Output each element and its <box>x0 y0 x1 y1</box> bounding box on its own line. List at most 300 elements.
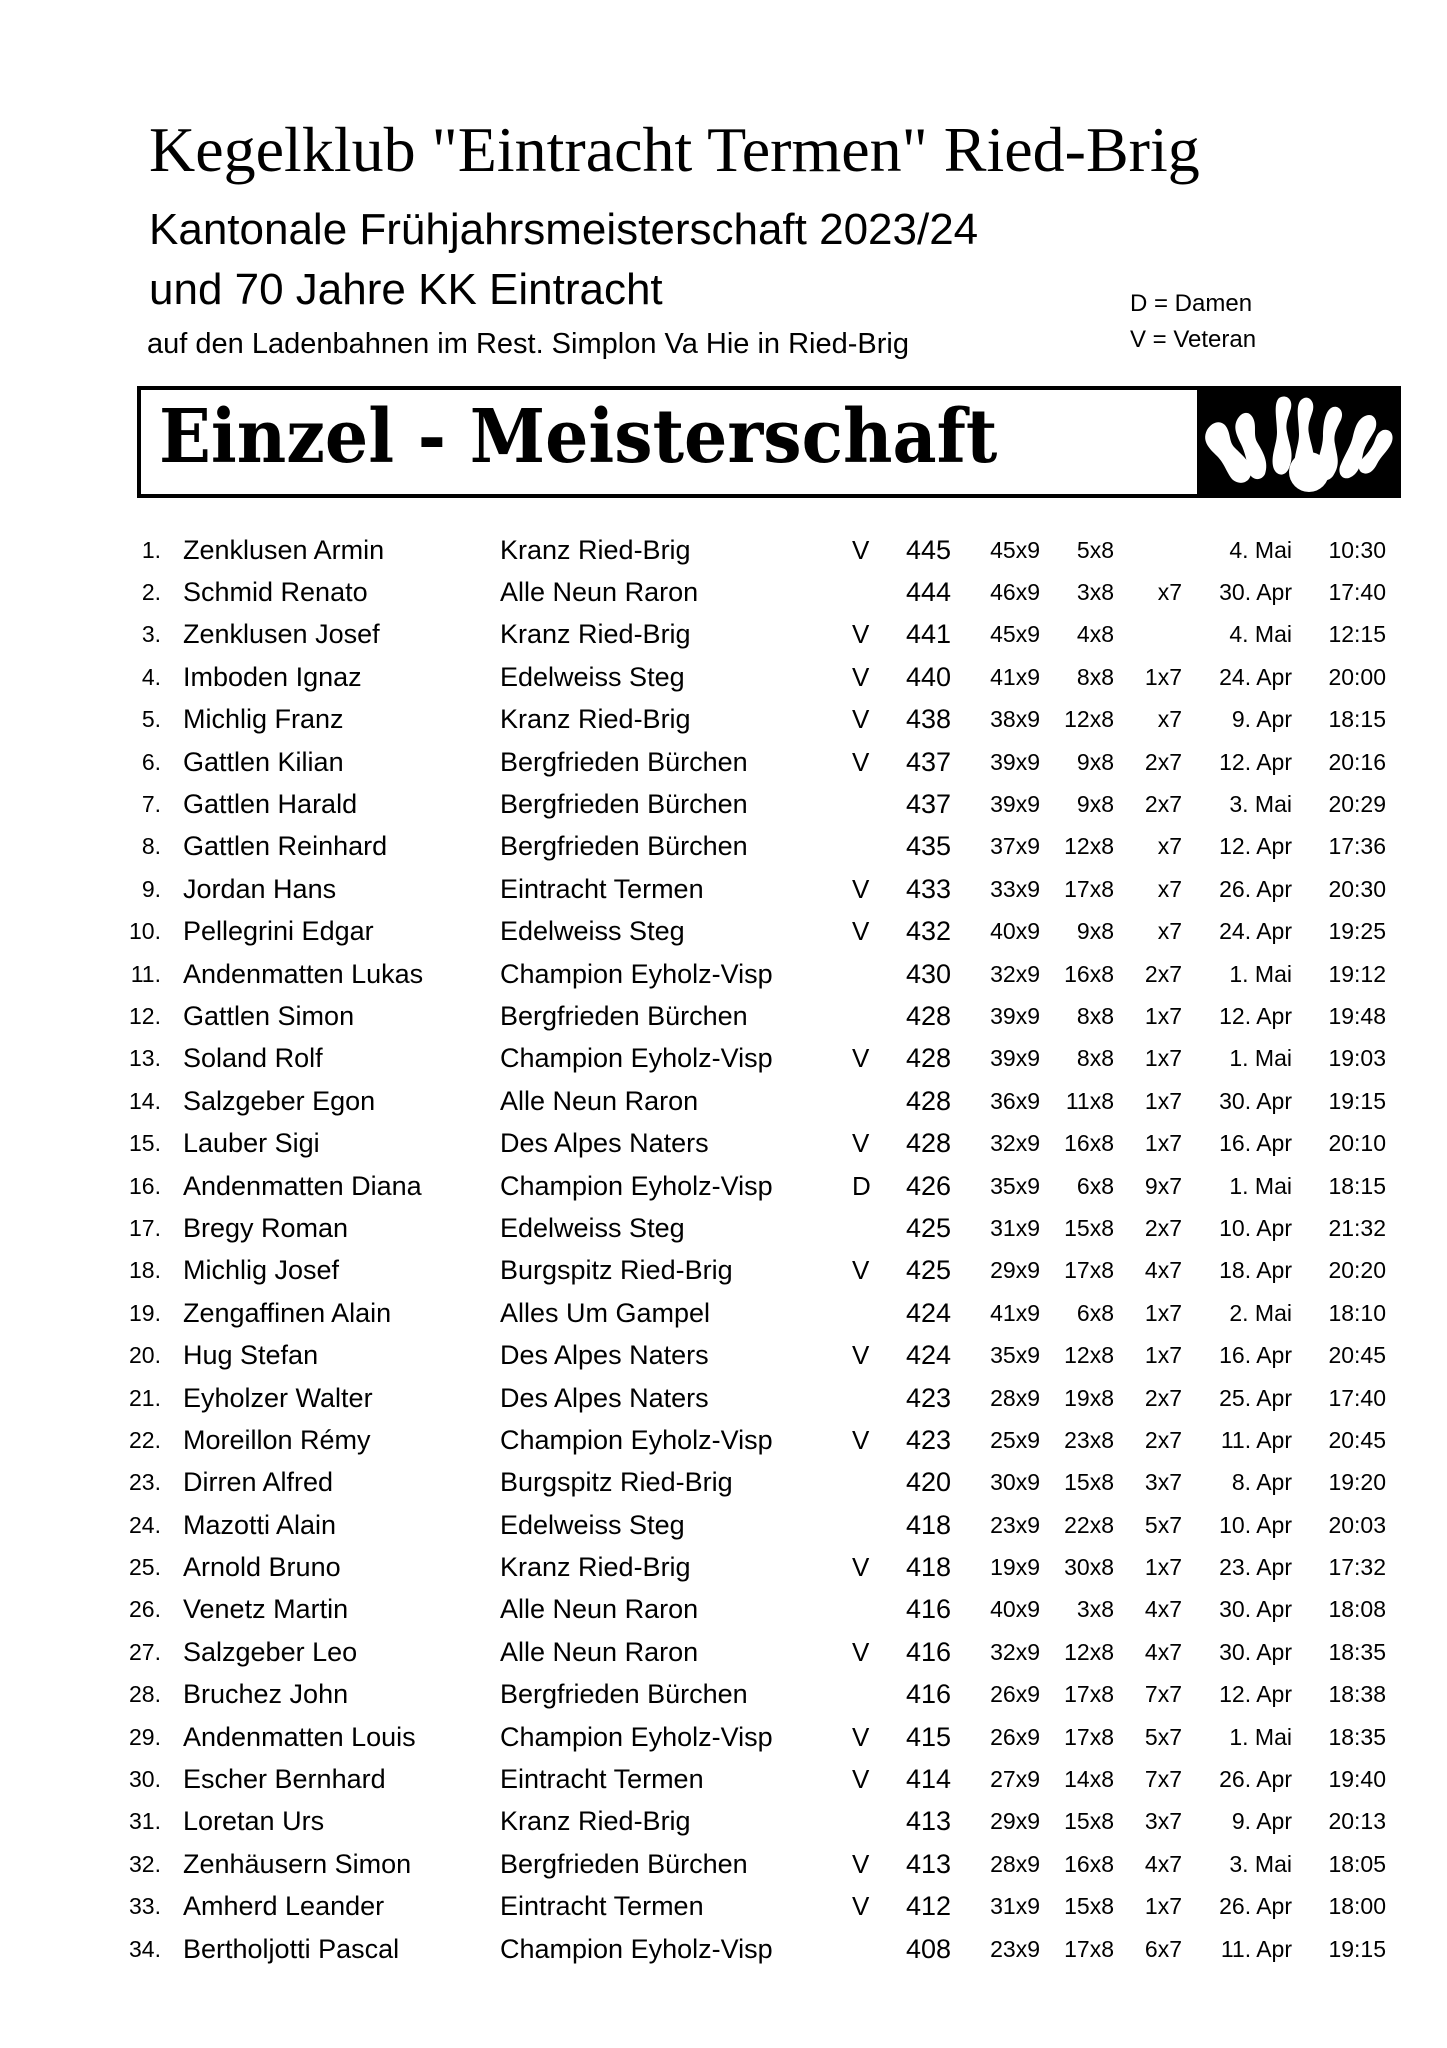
cell-name: Michlig Josef <box>183 1255 340 1286</box>
cell-time: 20:00 <box>1328 663 1386 690</box>
cell-date: 3. Mai <box>1229 1850 1292 1877</box>
cell-name: Bregy Roman <box>183 1212 349 1243</box>
cell-score: 416 <box>905 1636 951 1667</box>
cell-name: Amherd Leander <box>183 1891 385 1922</box>
cell-score: 428 <box>905 1000 951 1031</box>
cell-time: 20:16 <box>1328 748 1386 775</box>
cell-date: 9. Apr <box>1231 706 1292 733</box>
cell-date: 1. Mai <box>1229 1723 1292 1750</box>
cell-score: 423 <box>905 1424 951 1455</box>
cell-time: 19:15 <box>1328 1087 1386 1114</box>
cell-rank: 26. <box>129 1596 161 1623</box>
cell-name: Andenmatten Diana <box>183 1170 422 1201</box>
cell-time: 21:32 <box>1328 1214 1386 1241</box>
cell-club: Bergfrieden Bürchen <box>500 1848 748 1879</box>
cell-rank: 24. <box>129 1511 161 1538</box>
cell-rank: 4. <box>141 663 161 690</box>
cell-score: 420 <box>905 1467 951 1498</box>
cell-name: Andenmatten Lukas <box>183 958 424 989</box>
cell-n8: 15x8 <box>1064 1214 1114 1241</box>
section-title: Einzel - Meisterschaft <box>159 394 998 480</box>
cell-date: 23. Apr <box>1219 1554 1292 1581</box>
cell-n7: 1x7 <box>1144 1299 1182 1326</box>
cell-score: 413 <box>905 1806 951 1837</box>
cell-name: Gattlen Simon <box>183 1000 355 1031</box>
cell-n7: 4x7 <box>1144 1596 1182 1623</box>
cell-club: Burgspitz Ried-Brig <box>500 1467 733 1498</box>
cell-n7: 1x7 <box>1144 1893 1182 1920</box>
table-row <box>0 656 1386 698</box>
cell-name: Hug Stefan <box>183 1340 319 1371</box>
cell-n7: 1x7 <box>1144 1342 1182 1369</box>
cell-n8: 9x8 <box>1076 918 1114 945</box>
cell-cat: V <box>852 1721 870 1752</box>
table-row <box>0 783 1386 825</box>
cell-name: Zenklusen Armin <box>183 534 385 565</box>
cell-score: 430 <box>905 958 951 989</box>
table-row <box>0 1462 1386 1504</box>
cell-date: 24. Apr <box>1219 918 1292 945</box>
cell-club: Champion Eyholz-Visp <box>500 1043 773 1074</box>
cell-n8: 4x8 <box>1076 621 1114 648</box>
table-row <box>0 1334 1386 1376</box>
cell-n7: 2x7 <box>1144 1384 1182 1411</box>
cell-time: 18:35 <box>1328 1638 1386 1665</box>
cell-cat <box>852 1801 887 1843</box>
table-row <box>0 1207 1386 1249</box>
cell-name: Gattlen Kilian <box>183 746 344 777</box>
cell-club: Burgspitz Ried-Brig <box>500 1255 733 1286</box>
cell-n7: 5x7 <box>1144 1511 1182 1538</box>
cell-rank: 11. <box>130 960 161 987</box>
cell-rank: 1. <box>141 536 161 563</box>
cell-name: Michlig Franz <box>183 704 344 735</box>
cell-name: Soland Rolf <box>183 1043 323 1074</box>
table-row <box>0 1928 1386 1970</box>
cell-time: 20:30 <box>1328 875 1386 902</box>
cell-time: 17:36 <box>1328 833 1386 860</box>
cell-name: Pellegrini Edgar <box>183 916 374 947</box>
cell-cat <box>852 783 887 825</box>
cell-n7: 1x7 <box>1144 1045 1182 1072</box>
cell-time: 18:35 <box>1328 1723 1386 1750</box>
cell-club: Kranz Ried-Brig <box>500 619 691 650</box>
cell-cat: V <box>852 873 870 904</box>
cell-n8: 23x8 <box>1064 1426 1114 1453</box>
cell-score: 445 <box>905 534 951 565</box>
cell-n8: 11x8 <box>1065 1087 1114 1114</box>
cell-rank: 13. <box>129 1045 161 1072</box>
cell-n7: x7 <box>1157 579 1182 606</box>
cell-score: 423 <box>905 1382 951 1413</box>
cell-rank: 16. <box>129 1172 161 1199</box>
table-row <box>0 699 1386 741</box>
cell-n9: 41x9 <box>990 663 1040 690</box>
cell-club: Edelweiss Steg <box>500 661 685 692</box>
cell-date: 12. Apr <box>1219 1002 1292 1029</box>
cell-cat <box>852 953 887 995</box>
cell-score: 424 <box>905 1340 951 1371</box>
legend-damen: D = Damen <box>1130 290 1253 317</box>
cell-time: 18:08 <box>1328 1596 1386 1623</box>
cell-n9: 40x9 <box>990 1596 1040 1623</box>
cell-date: 26. Apr <box>1219 875 1292 902</box>
cell-club: Kranz Ried-Brig <box>500 704 691 735</box>
cell-n9: 23x9 <box>990 1935 1040 1962</box>
cell-cat <box>852 1207 887 1249</box>
cell-club: Eintracht Termen <box>500 1764 704 1795</box>
cell-club: Bergfrieden Bürchen <box>500 831 748 862</box>
cell-n7: 2x7 <box>1144 1426 1182 1453</box>
cell-club: Kranz Ried-Brig <box>500 1552 691 1583</box>
cell-n8: 17x8 <box>1064 1257 1114 1284</box>
venue-line: auf den Ladenbahnen im Rest. Simplon Va Hie in Ried-Brig <box>147 328 909 360</box>
cell-name: Zengaffinen Alain <box>183 1297 392 1328</box>
cell-score: 412 <box>905 1891 951 1922</box>
cell-n7: x7 <box>1157 918 1182 945</box>
cell-n8: 17x8 <box>1064 1723 1114 1750</box>
cell-cat: V <box>852 1340 870 1371</box>
cell-cat: V <box>852 619 870 650</box>
cell-name: Venetz Martin <box>183 1594 349 1625</box>
cell-score: 435 <box>905 831 951 862</box>
cell-club: Eintracht Termen <box>500 1891 704 1922</box>
table-row <box>0 1589 1386 1631</box>
table-row <box>0 571 1386 613</box>
cell-n9: 38x9 <box>990 706 1040 733</box>
cell-n9: 26x9 <box>990 1723 1040 1750</box>
cell-club: Edelweiss Steg <box>500 916 685 947</box>
table-row <box>0 1546 1386 1588</box>
anniversary-subtitle: und 70 Jahre KK Eintracht <box>149 265 663 314</box>
cell-n9: 28x9 <box>990 1850 1040 1877</box>
cell-time: 19:12 <box>1328 960 1386 987</box>
cell-name: Eyholzer Walter <box>183 1382 373 1413</box>
cell-n8: 9x8 <box>1076 748 1114 775</box>
cell-n9: 29x9 <box>990 1257 1040 1284</box>
cell-name: Schmid Renato <box>183 577 368 608</box>
cell-n9: 37x9 <box>990 833 1040 860</box>
cell-n9: 39x9 <box>990 791 1040 818</box>
cell-date: 1. Mai <box>1229 960 1292 987</box>
cell-cat <box>852 1504 887 1546</box>
cell-n9: 19x9 <box>990 1554 1040 1581</box>
cell-n8: 8x8 <box>1076 1045 1114 1072</box>
cell-club: Kranz Ried-Brig <box>500 1806 691 1837</box>
cell-score: 408 <box>905 1933 951 1964</box>
cell-n9: 39x9 <box>990 748 1040 775</box>
cell-club: Champion Eyholz-Visp <box>500 1170 773 1201</box>
cell-n7: x7 <box>1157 833 1182 860</box>
cell-n9: 31x9 <box>990 1214 1040 1241</box>
cell-club: Alle Neun Raron <box>500 577 699 608</box>
cell-rank: 9. <box>141 875 161 902</box>
cell-score: 437 <box>905 789 951 820</box>
cell-club: Eintracht Termen <box>500 873 704 904</box>
cell-time: 20:03 <box>1328 1511 1386 1538</box>
cell-rank: 15. <box>129 1130 161 1157</box>
cell-date: 11. Apr <box>1220 1935 1292 1962</box>
cell-name: Bruchez John <box>183 1679 349 1710</box>
cell-time: 17:40 <box>1328 1384 1386 1411</box>
cell-n7: 4x7 <box>1144 1257 1182 1284</box>
cell-time: 10:30 <box>1328 536 1386 563</box>
cell-name: Escher Bernhard <box>183 1764 386 1795</box>
cell-cat: V <box>852 1636 870 1667</box>
cell-time: 19:15 <box>1328 1935 1386 1962</box>
cell-cat: V <box>852 661 870 692</box>
cell-date: 30. Apr <box>1219 1638 1292 1665</box>
cell-score: 413 <box>905 1848 951 1879</box>
cell-cat <box>852 1377 887 1419</box>
cell-name: Salzgeber Egon <box>183 1085 376 1116</box>
table-row <box>0 1886 1386 1928</box>
cell-n7: 2x7 <box>1144 1214 1182 1241</box>
cell-club: Champion Eyholz-Visp <box>500 958 773 989</box>
cell-n8: 14x8 <box>1064 1766 1114 1793</box>
cell-n9: 46x9 <box>990 579 1040 606</box>
table-row <box>0 826 1386 868</box>
cell-cat: V <box>852 1424 870 1455</box>
cell-rank: 33. <box>129 1893 161 1920</box>
cell-name: Bertholjotti Pascal <box>183 1933 400 1964</box>
cell-club: Alle Neun Raron <box>500 1594 699 1625</box>
table-row <box>0 1758 1386 1800</box>
cell-date: 25. Apr <box>1219 1384 1292 1411</box>
cell-time: 19:03 <box>1328 1045 1386 1072</box>
cell-n8: 8x8 <box>1076 663 1114 690</box>
cell-date: 26. Apr <box>1219 1766 1292 1793</box>
cell-n9: 32x9 <box>990 960 1040 987</box>
table-row <box>0 1674 1386 1716</box>
cell-n8: 3x8 <box>1076 1596 1114 1623</box>
cell-score: 415 <box>905 1721 951 1752</box>
cell-date: 4. Mai <box>1229 536 1292 563</box>
cell-n9: 45x9 <box>990 621 1040 648</box>
cell-score: 424 <box>905 1297 951 1328</box>
cell-club: Champion Eyholz-Visp <box>500 1721 773 1752</box>
cell-name: Moreillon Rémy <box>183 1424 371 1455</box>
cell-club: Bergfrieden Bürchen <box>500 789 748 820</box>
cell-name: Dirren Alfred <box>183 1467 334 1498</box>
cell-n8: 6x8 <box>1076 1299 1114 1326</box>
cell-rank: 6. <box>141 748 161 775</box>
legend-veteran: V = Veteran <box>1130 326 1257 353</box>
table-row <box>0 1292 1386 1334</box>
cell-date: 10. Apr <box>1219 1511 1292 1538</box>
cell-n9: 45x9 <box>990 536 1040 563</box>
cell-time: 19:20 <box>1328 1469 1386 1496</box>
cell-n7: 7x7 <box>1144 1766 1182 1793</box>
cell-n8: 16x8 <box>1064 1130 1114 1157</box>
table-row <box>0 1377 1386 1419</box>
cell-n8: 16x8 <box>1064 1850 1114 1877</box>
cell-n9: 32x9 <box>990 1130 1040 1157</box>
cell-date: 11. Apr <box>1220 1426 1292 1453</box>
cell-date: 12. Apr <box>1219 833 1292 860</box>
cell-club: Alles Um Gampel <box>500 1297 711 1328</box>
table-row <box>0 1801 1386 1843</box>
table-row <box>0 1165 1386 1207</box>
cell-date: 8. Apr <box>1231 1469 1292 1496</box>
table-row <box>0 529 1386 571</box>
cell-n8: 3x8 <box>1076 579 1114 606</box>
cell-n7: 3x7 <box>1144 1469 1182 1496</box>
cell-rank: 14. <box>129 1087 161 1114</box>
cell-rank: 10. <box>129 918 161 945</box>
cell-n9: 25x9 <box>990 1426 1040 1453</box>
cell-n8: 12x8 <box>1064 833 1114 860</box>
cell-cat <box>852 571 887 613</box>
cell-date: 24. Apr <box>1219 663 1292 690</box>
cell-score: 428 <box>905 1085 951 1116</box>
cell-club: Edelweiss Steg <box>500 1212 685 1243</box>
cell-n7: x7 <box>1157 875 1182 902</box>
cell-cat: V <box>852 534 870 565</box>
cell-cat <box>852 1080 887 1122</box>
table-row <box>0 1631 1386 1673</box>
table-row <box>0 995 1386 1037</box>
cell-n7: 2x7 <box>1144 960 1182 987</box>
cell-rank: 5. <box>141 706 161 733</box>
cell-name: Salzgeber Leo <box>183 1636 358 1667</box>
cell-n7: 1x7 <box>1144 1130 1182 1157</box>
cell-time: 19:25 <box>1328 918 1386 945</box>
cell-date: 30. Apr <box>1219 1087 1292 1114</box>
cell-n8: 12x8 <box>1064 706 1114 733</box>
cell-score: 440 <box>905 661 951 692</box>
cell-n9: 33x9 <box>990 875 1040 902</box>
cell-time: 19:48 <box>1328 1002 1386 1029</box>
table-row <box>0 1250 1386 1292</box>
table-row <box>0 911 1386 953</box>
cell-rank: 19. <box>129 1299 161 1326</box>
cell-cat <box>852 1589 887 1631</box>
cell-rank: 29. <box>129 1723 161 1750</box>
cell-date: 26. Apr <box>1219 1893 1292 1920</box>
table-row <box>0 1419 1386 1461</box>
cell-club: Alle Neun Raron <box>500 1085 699 1116</box>
cell-cat <box>852 1674 887 1716</box>
cell-rank: 3. <box>141 621 161 648</box>
cell-rank: 27. <box>129 1638 161 1665</box>
cell-date: 10. Apr <box>1219 1214 1292 1241</box>
table-row <box>0 1038 1386 1080</box>
cell-time: 18:15 <box>1328 1172 1386 1199</box>
table-row <box>0 741 1386 783</box>
cell-score: 432 <box>905 916 951 947</box>
cell-name: Imboden Ignaz <box>183 661 362 692</box>
cell-rank: 28. <box>129 1681 161 1708</box>
cell-name: Mazotti Alain <box>183 1509 337 1540</box>
cell-n7: 4x7 <box>1144 1638 1182 1665</box>
cell-n9: 39x9 <box>990 1002 1040 1029</box>
cell-date: 9. Apr <box>1231 1808 1292 1835</box>
cell-name: Lauber Sigi <box>183 1128 320 1159</box>
cell-club: Des Alpes Naters <box>500 1382 709 1413</box>
cell-rank: 22. <box>129 1426 161 1453</box>
cell-rank: 30. <box>129 1766 161 1793</box>
cell-time: 18:05 <box>1328 1850 1386 1877</box>
cell-n7: 7x7 <box>1144 1681 1182 1708</box>
cell-time: 20:10 <box>1328 1130 1386 1157</box>
cell-time: 18:15 <box>1328 706 1386 733</box>
cell-date: 2. Mai <box>1229 1299 1292 1326</box>
cell-time: 20:45 <box>1328 1426 1386 1453</box>
cell-rank: 2. <box>141 579 161 606</box>
cell-n7: 5x7 <box>1144 1723 1182 1750</box>
cell-cat: V <box>852 1848 870 1879</box>
cell-n7: x7 <box>1157 706 1182 733</box>
cell-score: 425 <box>905 1212 951 1243</box>
cell-time: 20:29 <box>1328 791 1386 818</box>
cell-name: Gattlen Harald <box>183 789 358 820</box>
cell-club: Alle Neun Raron <box>500 1636 699 1667</box>
cell-n7: 1x7 <box>1144 663 1182 690</box>
cell-date: 30. Apr <box>1219 1596 1292 1623</box>
cell-score: 437 <box>905 746 951 777</box>
table-row <box>0 1843 1386 1885</box>
cell-club: Champion Eyholz-Visp <box>500 1424 773 1455</box>
cell-n9: 36x9 <box>990 1087 1040 1114</box>
cell-n9: 27x9 <box>990 1766 1040 1793</box>
cell-score: 428 <box>905 1043 951 1074</box>
cell-n8: 17x8 <box>1064 875 1114 902</box>
cell-cat: V <box>852 1764 870 1795</box>
cell-cat: V <box>852 1552 870 1583</box>
cell-cat: V <box>852 704 870 735</box>
cell-n8: 15x8 <box>1064 1808 1114 1835</box>
bowling-pins-icon <box>1197 390 1397 494</box>
cell-time: 20:45 <box>1328 1342 1386 1369</box>
cell-n7: 4x7 <box>1144 1850 1182 1877</box>
cell-cat: D <box>852 1170 871 1201</box>
cell-club: Champion Eyholz-Visp <box>500 1933 773 1964</box>
cell-name: Zenklusen Josef <box>183 619 380 650</box>
table-row <box>0 614 1386 656</box>
cell-score: 418 <box>905 1552 951 1583</box>
cell-score: 428 <box>905 1128 951 1159</box>
cell-time: 18:10 <box>1328 1299 1386 1326</box>
cell-rank: 25. <box>129 1554 161 1581</box>
cell-n7: 2x7 <box>1144 791 1182 818</box>
cell-rank: 20. <box>129 1342 161 1369</box>
cell-date: 30. Apr <box>1219 579 1292 606</box>
cell-time: 12:15 <box>1328 621 1386 648</box>
cell-name: Jordan Hans <box>183 873 337 904</box>
cell-cat <box>852 826 887 868</box>
cell-name: Arnold Bruno <box>183 1552 341 1583</box>
section-banner <box>137 386 1401 498</box>
cell-date: 18. Apr <box>1219 1257 1292 1284</box>
cell-name: Andenmatten Louis <box>183 1721 416 1752</box>
cell-cat: V <box>852 1043 870 1074</box>
cell-n9: 40x9 <box>990 918 1040 945</box>
cell-n7: 1x7 <box>1144 1554 1182 1581</box>
cell-n9: 31x9 <box>990 1893 1040 1920</box>
cell-n9: 30x9 <box>990 1469 1040 1496</box>
cell-score: 425 <box>905 1255 951 1286</box>
results-body <box>0 529 1386 1970</box>
cell-n7: 2x7 <box>1144 748 1182 775</box>
cell-score: 438 <box>905 704 951 735</box>
cell-n8: 8x8 <box>1076 1002 1114 1029</box>
cell-n9: 26x9 <box>990 1681 1040 1708</box>
cell-n7 <box>1114 614 1182 656</box>
cell-time: 17:40 <box>1328 579 1386 606</box>
cell-n9: 41x9 <box>990 1299 1040 1326</box>
table-row <box>0 1504 1386 1546</box>
